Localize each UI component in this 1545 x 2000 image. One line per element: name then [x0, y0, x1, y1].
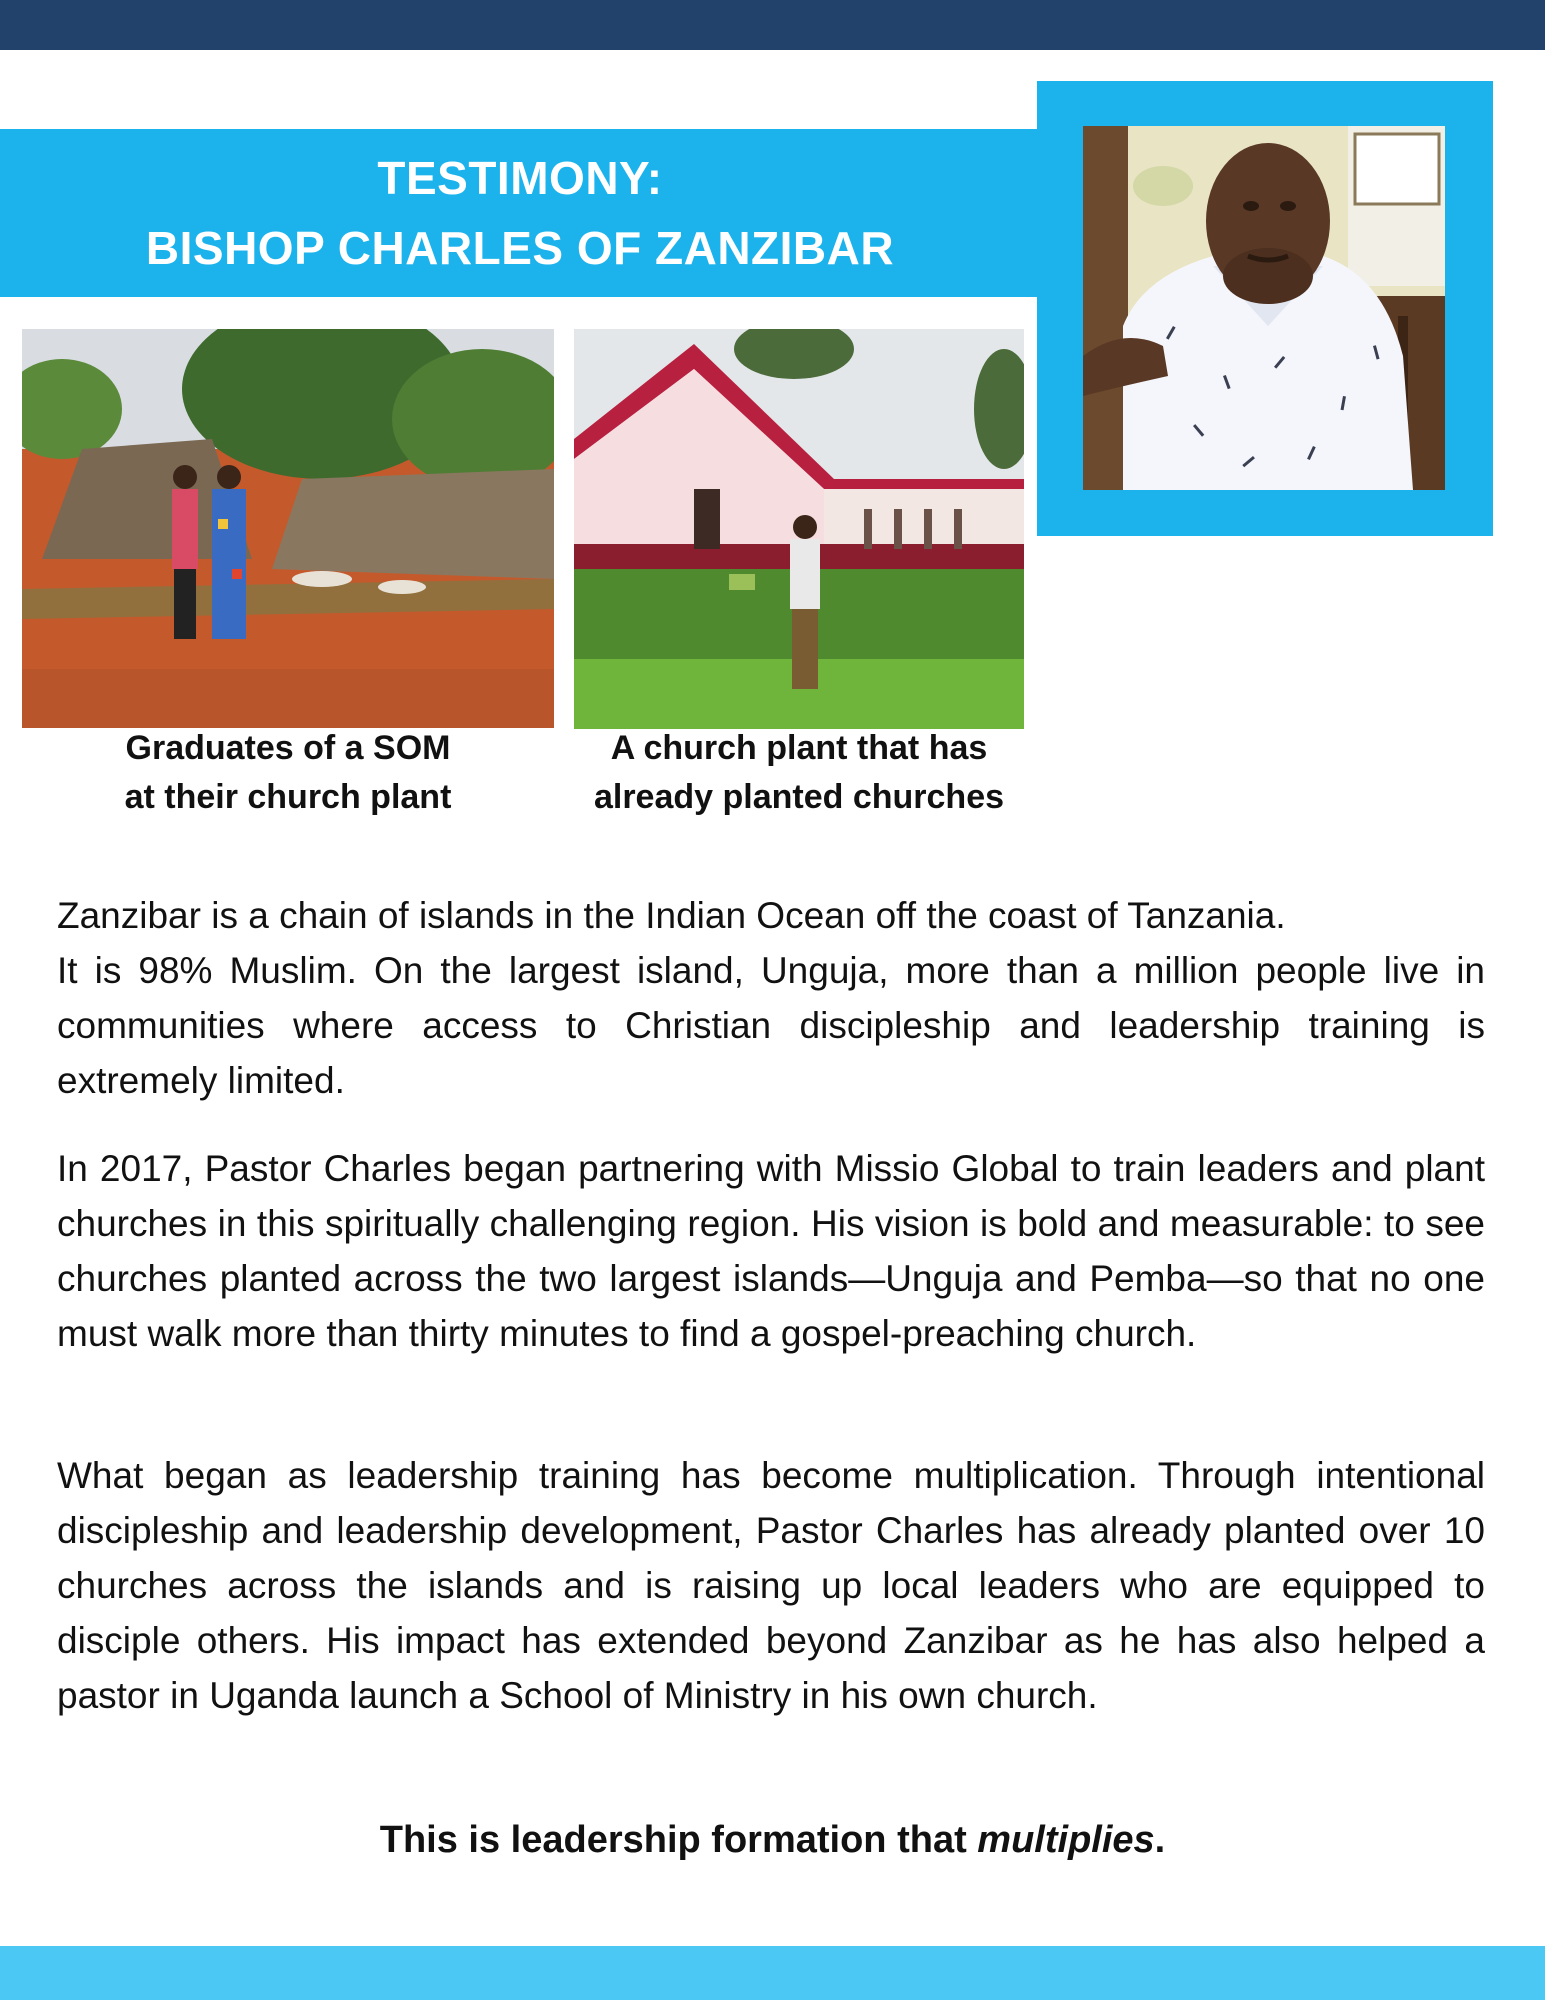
title-banner — [0, 129, 1040, 297]
portrait-photo — [1083, 126, 1445, 490]
portrait-frame — [1037, 81, 1493, 536]
paragraph-text: It is 98% Muslim. On the largest island, Unguja, more than a million people live in communities where access to Christian discipleship and leadership training is extremely limited. — [57, 950, 1485, 1101]
closing-emphasis: multiplies — [977, 1819, 1155, 1861]
caption-photo-graduates — [22, 724, 554, 822]
top-bar — [0, 0, 1545, 50]
closing-statement — [0, 1812, 1545, 1868]
paragraph-line: Zanzibar is a chain of islands in the Indian Ocean off the coast of Tanzania. — [57, 895, 1286, 936]
closing-end: . — [1154, 1819, 1166, 1861]
bottom-bar — [0, 1946, 1545, 2000]
closing-lead: This is leadership formation that — [379, 1819, 978, 1861]
caption-line: at their church plant — [124, 778, 452, 816]
title-line-2: BISHOP CHARLES OF ZANZIBAR — [145, 222, 895, 274]
paragraph-partnership: In 2017, Pastor Charles began partnering with Missio Global to train leaders and plant churches in this spiritually challenging region. His vision is bold and measurable: to see churches planted across the two largest islands—Unguja and Pemba—so that no one must walk more than thirty minutes to find a gospel-preaching church. — [57, 1148, 1485, 1354]
photo-graduates — [22, 329, 554, 728]
caption-line: A church plant that has — [610, 729, 988, 767]
paragraph-zanzibar-intro — [57, 888, 1485, 1108]
paragraph-multiplication: What began as leadership training has become multiplication. Through intentional discipleship and leadership development, Pastor Charles has already planted over 10 churches across the islands and is raising up local leaders who are equipped to disciple others. His impact has extended beyond Zanzibar as he has also helped a pastor in Uganda launch a School of Ministry in his own church. — [57, 1455, 1485, 1716]
photo-church-plant — [574, 329, 1024, 729]
caption-line: Graduates of a SOM — [125, 729, 451, 767]
caption-line: already planted churches — [593, 778, 1005, 816]
caption-photo-church-plant — [544, 724, 1054, 822]
title-line-1: TESTIMONY: — [377, 152, 663, 204]
